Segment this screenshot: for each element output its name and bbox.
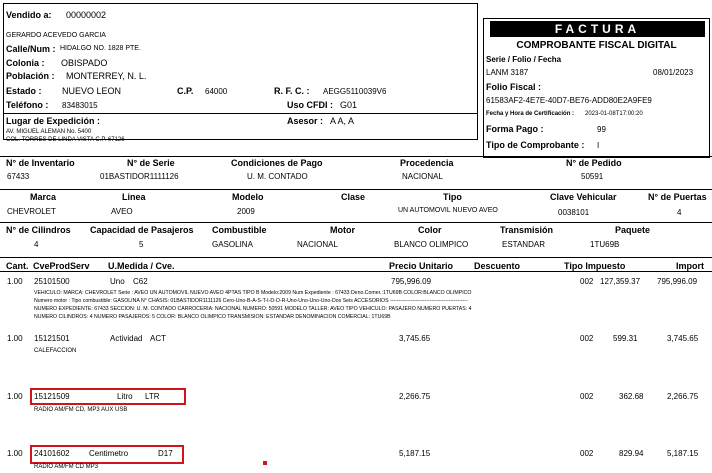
items-header-descuento: Descuento <box>474 261 521 271</box>
vehicle-header: Clase <box>341 192 366 202</box>
items-header-cant: Cant. <box>6 261 29 271</box>
vehicle-value: AVEO <box>111 207 133 216</box>
vehicle-header: N° de Serie <box>127 158 175 168</box>
calle-label: Calle/Num : <box>6 44 56 54</box>
estado-label: Estado : <box>6 86 42 96</box>
fecha-value: 08/01/2023 <box>653 68 694 77</box>
divider <box>0 189 712 190</box>
poblacion-label: Población : <box>6 71 55 81</box>
item-precio: 3,745.65 <box>399 334 431 343</box>
vehicle-header: Tipo <box>443 192 462 202</box>
vehicle-value: 0038101 <box>558 208 590 217</box>
item-cve: 24101602 <box>34 449 70 458</box>
items-header-precio: Precio Unitario <box>389 261 454 271</box>
item-desc-line: NUMERO EXPEDIENTE: 67433 SECCION: U. M. CONTADO CARROCERIA: NACIONAL NUMERO: 50591 MODELO TALLER: AVEO TIPO VEHICULO: PASAJERO NUMERO PUERTAS: 4 <box>34 306 472 312</box>
telefono-label: Teléfono : <box>6 100 49 110</box>
lugar-line2: COL. TORRES DE LINDA VISTA C.P. 67126 <box>6 137 125 143</box>
item-cant: 1.00 <box>7 277 23 286</box>
customer-name: GERARDO ACEVEDO GARCIA <box>6 32 106 39</box>
vehicle-header: Condiciones de Pago <box>231 158 323 168</box>
tipo-comp-label: Tipo de Comprobante : <box>486 140 585 150</box>
items-header-importe: Import <box>676 261 704 271</box>
rfc-label: R. F. C. : <box>274 86 310 96</box>
poblacion-value: MONTERREY, N. L. <box>66 71 147 81</box>
vehicle-header: Marca <box>30 192 57 202</box>
vehicle-header: Motor <box>330 225 355 235</box>
forma-pago-value: 99 <box>597 125 606 134</box>
item-impuesto: 127,359.37 <box>600 277 641 286</box>
vehicle-header: N° de Puertas <box>648 192 707 202</box>
item-clave: C62 <box>133 277 148 286</box>
folio-fiscal-value: 61583AF2-4E7E-40D7-BE76-ADD80E2A9FE9 <box>486 96 652 105</box>
asesor-value: A A, A <box>330 116 355 126</box>
item-cant: 1.00 <box>7 334 23 343</box>
items-header-cve: CveProdServ <box>33 261 90 271</box>
item-unidad: Litro <box>117 392 133 401</box>
vehicle-header: N° de Cilindros <box>6 225 71 235</box>
factura-subtitle: COMPROBANTE FISCAL DIGITAL <box>516 40 677 51</box>
lugar-label: Lugar de Expedición : <box>6 116 101 126</box>
item-unidad: Actividad <box>110 334 143 343</box>
folio-fiscal-label: Folio Fiscal : <box>486 82 542 92</box>
lugar-line1: AV. MIGUEL ALEMAN No. 5400 <box>6 129 92 135</box>
vehicle-value: UN AUTOMOVIL NUEVO AVEO <box>398 207 498 214</box>
vehicle-value: NACIONAL <box>297 240 338 249</box>
item-tipo: 002 <box>580 392 594 401</box>
vehicle-value: 2009 <box>237 207 255 216</box>
vehicle-header: Transmisión <box>500 225 554 235</box>
rfc-value: AEGG5110039V6 <box>323 87 387 96</box>
vendido-label: Vendido a: <box>6 10 52 20</box>
items-header-tipo-impuesto: Tipo Impuesto <box>564 261 626 271</box>
item-tipo: 002 <box>580 449 594 458</box>
items-header-umedida: U.Medida / Cve. <box>108 261 175 271</box>
fecha-cert-label: Fecha y Hora de Certificación : <box>486 111 575 117</box>
vehicle-header: Modelo <box>232 192 264 202</box>
item-desc-line: RADIO AM/FM CD, MP3 AUX USB <box>34 407 128 413</box>
item-impuesto: 599.31 <box>613 334 638 343</box>
item-importe: 5,187.15 <box>667 449 699 458</box>
vehicle-value: NACIONAL <box>402 172 443 181</box>
vehicle-header: N° de Pedido <box>566 158 622 168</box>
item-unidad: Centimetro <box>89 449 129 458</box>
divider <box>0 271 712 272</box>
vehicle-value: 4 <box>34 240 39 249</box>
vehicle-value: 1TU69B <box>590 240 620 249</box>
uso-cfdi-label: Uso CFDI : <box>287 100 333 110</box>
vehicle-header: Paquete <box>615 225 651 235</box>
vehicle-value: ESTANDAR <box>502 240 545 249</box>
vehicle-value: 50591 <box>581 172 604 181</box>
serie-value: LANM 3187 <box>486 68 529 77</box>
item-importe: 795,996.09 <box>657 277 698 286</box>
item-cve: 25101500 <box>34 277 70 286</box>
vehicle-value: 5 <box>139 240 144 249</box>
item-importe: 3,745.65 <box>667 334 699 343</box>
item-impuesto: 362.68 <box>619 392 644 401</box>
vehicle-header: Procedencia <box>400 158 454 168</box>
item-importe: 2,266.75 <box>667 392 699 401</box>
vehicle-value: U. M. CONTADO <box>247 172 308 181</box>
vehicle-value: CHEVROLET <box>7 207 56 216</box>
divider <box>0 222 712 223</box>
vehicle-header: Clave Vehicular <box>550 192 617 202</box>
item-clave: LTR <box>145 392 160 401</box>
colonia-value: OBISPADO <box>61 58 108 68</box>
cp-label: C.P. <box>177 86 194 96</box>
item-desc-line: VEHICULO: MARCA: CHEVROLET Serie : AVEO UN AUTOMOVIL NUEVO AVEO 4PTAS TIPO B Modelo:2009 Num Expediente : 67433 Deno.Comer.:1TU69B COLOR:BLANCO OLIMPICO <box>34 290 472 296</box>
fecha-cert-value: 2023-01-08T17:00:20 <box>585 111 643 117</box>
colonia-label: Colonia : <box>6 58 45 68</box>
serie-label: Serie / Folio / Fecha <box>486 55 562 64</box>
telefono-value: 83483015 <box>62 101 98 110</box>
tipo-comp-value: I <box>597 141 600 150</box>
item-desc-line: RADIO AM/FM CD MP3 <box>34 464 99 470</box>
item-cant: 1.00 <box>7 392 23 401</box>
item-clave: D17 <box>158 449 173 458</box>
asesor-label: Asesor : <box>287 116 324 126</box>
vehicle-value: 4 <box>677 208 682 217</box>
item-precio: 795,996.09 <box>391 277 432 286</box>
factura-title: FACTURA <box>490 21 705 37</box>
red-marker <box>263 461 267 465</box>
vehicle-value: GASOLINA <box>212 240 253 249</box>
uso-cfdi-value: G01 <box>340 100 358 110</box>
vehicle-header: N° de Inventario <box>6 158 75 168</box>
item-tipo: 002 <box>580 334 594 343</box>
divider <box>3 113 478 114</box>
vehicle-value: 01BASTIDOR1111126 <box>100 172 179 181</box>
item-desc-line: Numero motor : Tipo combustible: GASOLINA N° CHASIS: 01BASTIDOR1111126 Cero-Uno-B-A-S-T-I-D-O-R-Uno-Uno-Uno-Uno-Dos Seis ACCESORIOS --------------------------------------------- <box>34 298 468 304</box>
item-cant: 1.00 <box>7 449 23 458</box>
cp-value: 64000 <box>205 87 228 96</box>
vendido-num: 00000002 <box>66 10 107 20</box>
forma-pago-label: Forma Pago : <box>486 124 544 134</box>
item-desc-line: NUMERO CILINDROS: 4 NUMERO PASAJEROS: 5 COLOR: BLANCO OLIMPICO TRANSMISION: ESTANDAR DENOMINACION COMERCIAL: 1TU69B <box>34 314 391 320</box>
item-precio: 5,187.15 <box>399 449 431 458</box>
item-impuesto: 829.94 <box>619 449 644 458</box>
item-unidad: Uno <box>110 277 125 286</box>
calle-value: HIDALGO NO. 1828 PTE. <box>60 45 141 52</box>
item-tipo: 002 <box>580 277 594 286</box>
vehicle-header: Capacidad de Pasajeros <box>90 225 194 235</box>
item-cve: 15121509 <box>34 392 70 401</box>
item-cve: 15121501 <box>34 334 70 343</box>
item-precio: 2,266.75 <box>399 392 431 401</box>
item-clave: ACT <box>150 334 166 343</box>
item-desc-line: CALEFACCION <box>34 348 77 354</box>
vehicle-value: BLANCO OLIMPICO <box>394 240 469 249</box>
vehicle-header: Linea <box>122 192 146 202</box>
vehicle-header: Combustible <box>212 225 267 235</box>
estado-value: NUEVO LEON <box>62 86 122 96</box>
vehicle-header: Color <box>418 225 442 235</box>
vehicle-value: 67433 <box>7 172 30 181</box>
